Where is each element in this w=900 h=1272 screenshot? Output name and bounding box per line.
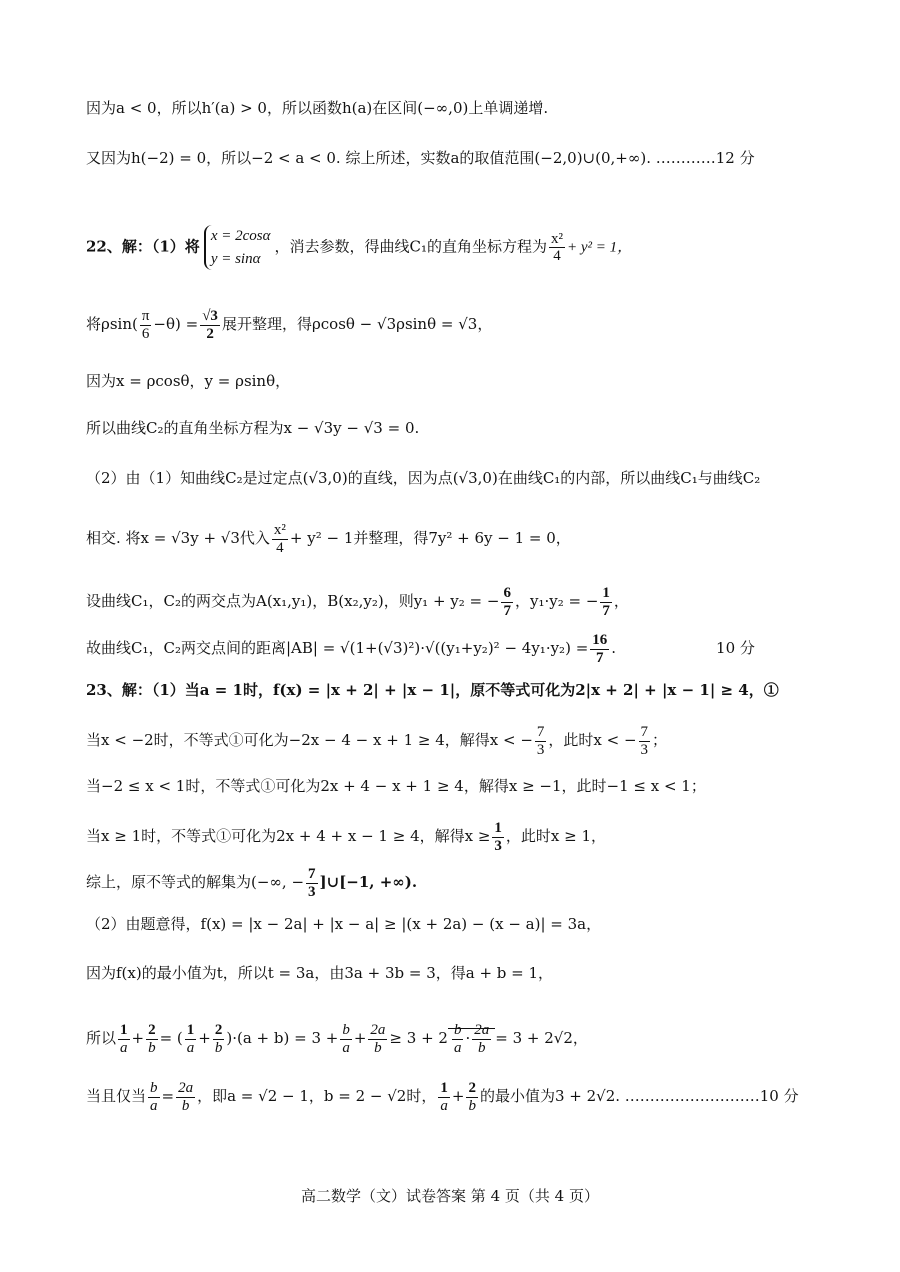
text-line: 当且仅当 $\frac{b}{a}$ = $\frac{2a}{b}$ ，即a = √2 − 1，b = 2 − √2时， $\frac{1}{a}$ + $\frac{2}{b}$ 的最小值为3 + 2√2. ………………………10 分 [86,1080,799,1114]
text-line: 所以曲线C₂的直角坐标方程为x − √3y − √3 = 0. [86,419,420,437]
text-line: 当−2 ≤ x < 1时，不等式①可化为2x + 4 − x + 1 ≥ 4，解得x ≥ −1，此时−1 ≤ x < 1； [86,777,706,795]
sqrt-radical: $\frac{b}{a}$ · $\frac{2a}{b}$ [448,1028,495,1047]
text-line: （2）由（1）知曲线C₂是过定点(√3,0)的直线，因为点(√3,0)在曲线C₁的内部，所以曲线C₁与曲线C₂ [86,469,761,487]
text-line: 相交. 将x = √3y + √3代入 $\frac{\text{x²}}{4}$ + y² − 1并整理，得7y² + 6y − 1 = 0， [86,522,571,556]
equation-system: x = 2cosα y = sinα [204,225,271,270]
text-line: 23、解：（1）当a = 1时，f(x) = |x + 2| + |x − 1|，原不等式可化为2|x + 2| + |x − 1| ≥ 4，① [86,681,779,699]
text-line: 综上，原不等式的解集为(−∞, − $\frac{7}{3}$ ]∪[−1, +∞). [86,866,418,900]
text-line: 当x ≥ 1时，不等式①可化为2x + 4 + x − 1 ≥ 4，解得x ≥ $\frac{1}{3}$ ，此时x ≥ 1， [86,820,607,854]
text-line: 将ρsin( $\frac{\pi}{6}$ −θ) = $\frac{√3}{2}$ 展开整理，得ρcosθ − √3ρsinθ = √3， [86,308,493,342]
text-line: 所以 $\frac{1}{a}$ + $\frac{2}{b}$ = ( $\frac{1}{a}$ + $\frac{2}{b}$ )·(a + b) = 3 + $\frac{b}{a}$ + $\frac{2a}{b}$ ≥ 3 + 2 $\frac{b}{a}$ · $\frac{2a}{b}$ = 3 + 2√2， [86,1022,588,1056]
page-footer: 高二数学（文）试卷答案 第 4 页（共 4 页） [301,1187,599,1205]
text-line: 22、解：（1）将 x = 2cosα y = sinα ，消去参数，得曲线C₁的直角坐标方程为 $\frac{\text{x²}}{4}$ + y² = 1， [86,225,632,270]
text-line: 故曲线C₁，C₂两交点间的距离|AB| = √(1+(√3)²)·√((y₁+y₂)² − 4y₁·y₂) = $\frac{16}{7}$ . 10 分 [86,632,755,666]
text-line: 当x < −2时，不等式①可化为−2x − 4 − x + 1 ≥ 4，解得x < − $\frac{7}{3}$ ，此时x < − $\frac{7}{3}$ ； [86,724,668,758]
text-line: 因为a < 0，所以h′(a) > 0，所以函数h(a)在区间(−∞,0)上单调递增. [86,99,549,117]
text-line: 因为x = ρcosθ，y = ρsinθ， [86,372,291,390]
text-line: 又因为h(−2) = 0，所以−2 < a < 0. 综上所述，实数a的取值范围(−2,0)∪(0,+∞). …………12 分 [86,149,755,167]
text-line: 因为f(x)的最小值为t，所以t = 3a，由3a + 3b = 3，得a + b = 1， [86,964,554,982]
text-line: （2）由题意得，f(x) = |x − 2a| + |x − a| ≥ |(x + 2a) − (x − a)| = 3a， [86,915,602,933]
text-line: 设曲线C₁，C₂的两交点为A(x₁,y₁)，B(x₂,y₂)，则y₁ + y₂ = − $\frac{6}{7}$ ，y₁·y₂ = − $\frac{1}{7}$ ， [86,585,629,619]
